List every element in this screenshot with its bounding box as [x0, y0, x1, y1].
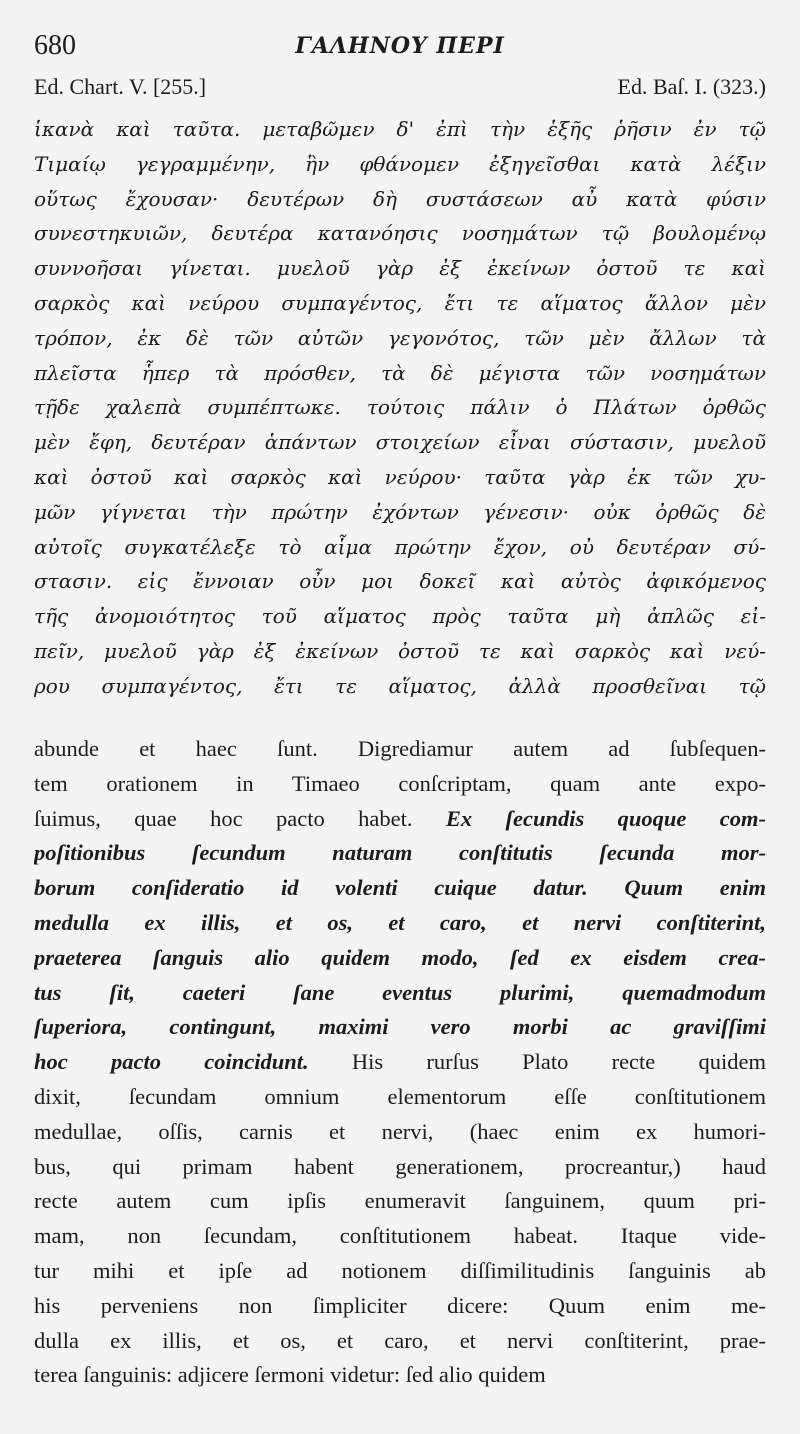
latin-quotation-line: ſuperiora, contingunt, maximi vero morbi ac graviſſimi — [34, 1014, 766, 1040]
latin-line — [34, 802, 766, 837]
latin-line: abunde et haec ſunt. Digrediamur autem ad ſubſequen- — [34, 736, 766, 761]
greek-line: σαρκὸς καὶ νεύρου συμπαγέντος, ἔτι τε αἵματος ἄλλον μὲν — [34, 290, 766, 315]
edition-basel-ref: Ed. Baſ. I. (323.) — [617, 74, 766, 99]
latin-line: dulla ex illis, et os, et caro, et nervi conſtiterint, prae- — [34, 1327, 766, 1353]
latin-quotation-line: praeterea ſanguis alio quidem modo, ſed ex eisdem crea- — [34, 944, 766, 970]
greek-line: στασιν. εἰς ἔννοιαν οὖν μοι δοκεῖ καὶ αὐτὸς ἀφικόμενος — [34, 569, 766, 594]
latin-quotation: Ex ſecundis quoque com- — [445, 805, 766, 831]
latin-line: tur mihi et ipſe ad notionem diſſimilitudinis ſanguinis ab — [34, 1257, 766, 1283]
greek-line: καὶ ὀστοῦ καὶ σαρκὸς καὶ νεύρου· ταῦτα γὰρ ἐκ τῶν χυ- — [34, 464, 766, 489]
greek-line: πεῖν, μυελοῦ γὰρ ἐξ ἐκείνων ὀστοῦ τε καὶ σαρκὸς καὶ νεύ- — [34, 638, 766, 663]
greek-line: πλεῖστα ἧπερ τὰ πρόσθεν, τὰ δὲ μέγιστα τῶν νοσημάτων — [34, 360, 766, 385]
greek-line: ρου συμπαγέντος, ἔτι τε αἵματος, ἀλλὰ προσθεῖναι τῷ — [34, 673, 766, 698]
latin-line: tem orationem in Timaeo conſcriptam, quam ante expo- — [34, 770, 766, 796]
latin-line: terea ſanguinis: adjicere ſermoni videtur: ſed alio quidem — [34, 1362, 546, 1388]
greek-line: τρόπον, ἐκ δὲ τῶν αὐτῶν γεγονότος, τῶν μὲν ἄλλων τὰ — [34, 325, 766, 350]
greek-line: Τιμαίῳ γεγραμμένην, ἣν φθάνομεν ἐξηγεῖσθαι κατὰ λέξιν — [34, 151, 766, 176]
edition-reference-line — [34, 74, 766, 102]
greek-line: τῆς ἀνομοιότητος τοῦ αἵματος πρὸς ταῦτα μὴ ἁπλῶς εἰ- — [34, 604, 766, 629]
latin-quotation: hoc pacto coincidunt. — [34, 1049, 309, 1075]
greek-line: αὐτοῖς συγκατέλεξε τὸ αἷμα πρώτην ἔχον, οὐ δευτέραν σύ- — [34, 534, 766, 559]
greek-line: ἱκανὰ καὶ ταῦτα. μεταβῶμεν δ' ἐπὶ τὴν ἑξῆς ῥῆσιν ἐν τῷ — [34, 117, 766, 141]
latin-phrase: His rurſus Plato recte quidem — [351, 1049, 766, 1075]
greek-line: οὕτως ἔχουσαν· δευτέρων δὴ συστάσεων αὖ κατὰ φύσιν — [34, 186, 766, 211]
latin-quotation-line: borum conſideratio id volenti cuique datur. Quum enim — [34, 875, 766, 901]
latin-text-block — [34, 732, 766, 1393]
latin-line: medullae, oſſis, carnis et nervi, (haec enim ex humori- — [34, 1118, 766, 1144]
latin-line: bus, qui primam habent generationem, procreantur,) haud — [34, 1153, 766, 1179]
greek-line: συνεστηκυιῶν, δευτέρα κατανόησις νοσημάτων τῷ βουλομένῳ — [34, 221, 766, 246]
latin-quotation-line: poſitionibus ſecundum naturam conſtitutis ſecunda mor- — [34, 840, 766, 866]
latin-line: recte autem cum ipſis enumeravit ſanguinem, quum pri- — [34, 1188, 766, 1214]
greek-line: συννοῆσαι γίνεται. μυελοῦ γὰρ ἐξ ἐκείνων ὀστοῦ τε καὶ — [34, 256, 766, 281]
latin-line: his perveniens non ſimpliciter dicere: Quum enim me- — [34, 1292, 766, 1318]
latin-quotation-line: tus ſit, caeteri ſane eventus plurimi, quemadmodum — [34, 979, 766, 1005]
latin-line — [34, 1045, 766, 1080]
greek-line: μῶν γίγνεται τὴν πρώτην ἐχόντων γένεσιν· οὐκ ὀρθῶς δὲ — [34, 499, 766, 524]
latin-quotation-line: medulla ex illis, et os, et caro, et nervi conſtiterint, — [34, 909, 766, 935]
greek-line: τῇδε χαλεπὰ συμπέπτωκε. τούτοις πάλιν ὁ Πλάτων ὀρθῶς — [34, 395, 766, 420]
latin-line: mam, non ſecundam, conſtitutionem habeat. Itaque vide- — [34, 1223, 766, 1249]
greek-line: μὲν ἔφη, δευτέραν ἁπάντων στοιχείων εἶναι σύστασιν, μυελοῦ — [34, 430, 766, 455]
latin-phrase: ſuimus, quae hoc pacto habet. — [34, 805, 413, 831]
page-number: 680 — [34, 30, 76, 61]
latin-line: dixit, ſecundam omnium elementorum eſſe conſtitutionem — [34, 1083, 766, 1109]
running-title: ΓΑΛΗΝΟΥ ΠΕΡΙ — [295, 33, 505, 59]
greek-text-block — [34, 112, 766, 704]
edition-chartier-ref: Ed. Chart. V. [255.] — [34, 74, 207, 99]
page-header — [34, 30, 766, 64]
